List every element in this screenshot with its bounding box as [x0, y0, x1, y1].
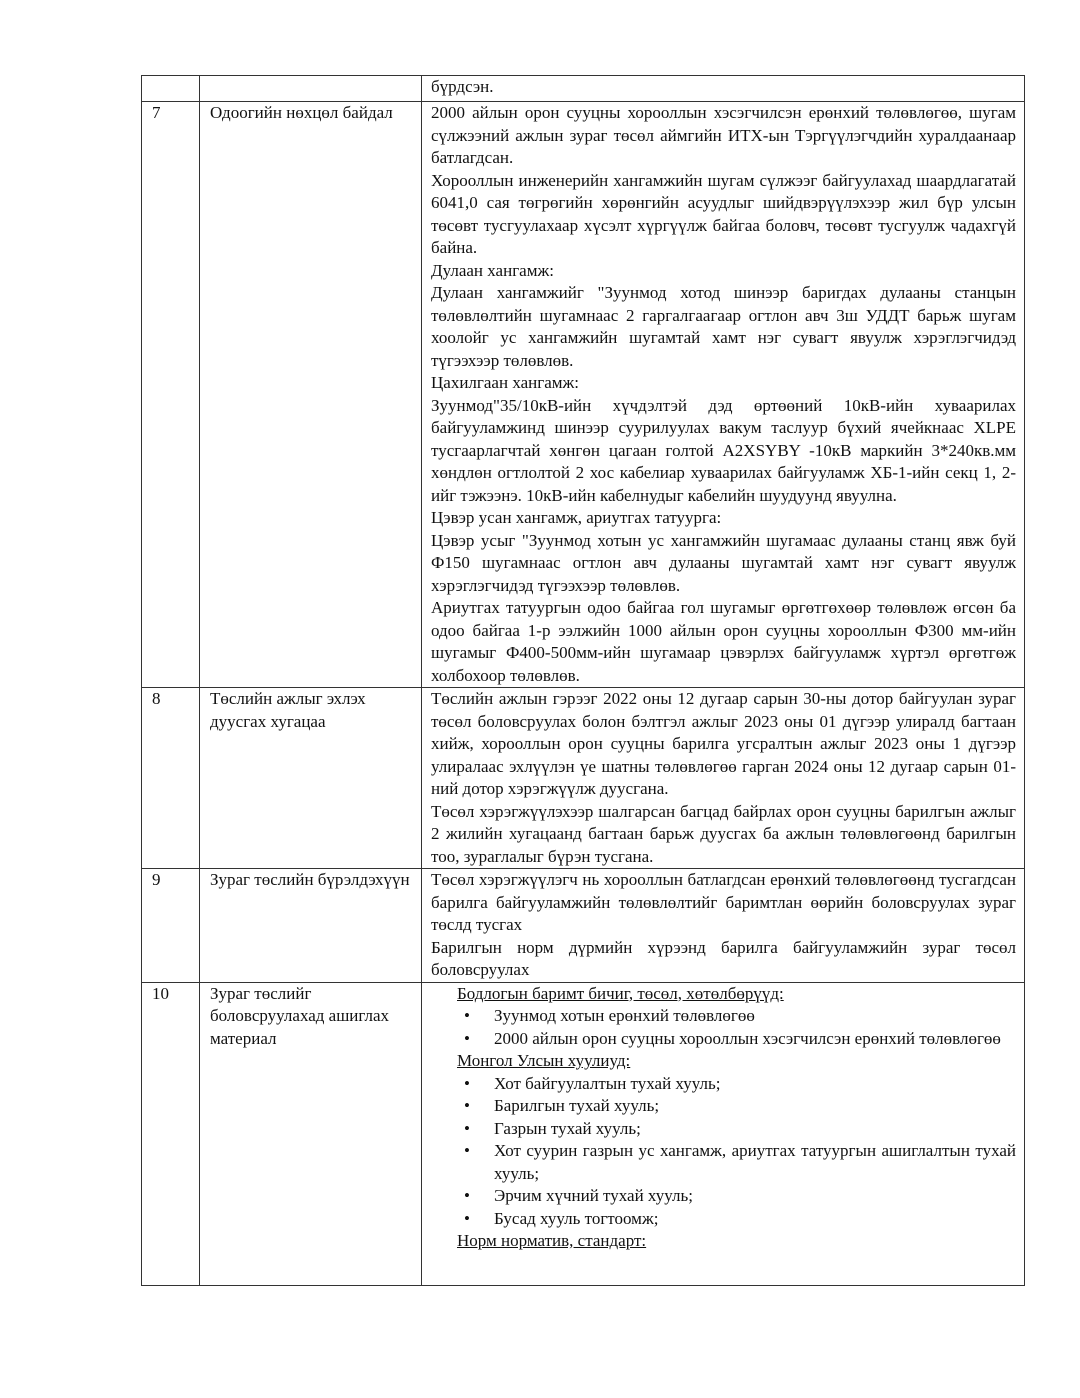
- list-item: • Хот байгуулалтын тухай хууль;: [494, 1073, 1016, 1096]
- paragraph: Төсөл хэрэгжүүлэгч нь хорооллын батлагдсан ерөнхий төлөвлөгөөнд тусгагдсан барилга байгууламжийн төлөвлөлтийг баримтлан өөрийн боловсруулах зураг төслд тусгах: [431, 870, 1016, 934]
- heading-norms-standards: Норм норматив, стандарт:: [457, 1231, 647, 1250]
- heading-laws: Монгол Улсын хуулиуд:: [457, 1051, 631, 1070]
- paragraph: Зуунмод"35/10кВ-ийн хүчдэлтэй дэд өртөөний 10кВ-ийн хуваарилах байгууламжинд шинээр суурилуулах вакум таслуур бүхий ячейкнаас XLPE тусгаарлагчтай хөнгөн цагаан голтой A2XSYBY -10кВ маркийн 3*240кв.мм хөндлөн огтлолтой 2 хос кабелиар хуваарилах байгууламж ХБ-1-ийн секц 1, 2-ийг тэжээнэ. 10кВ-ийн кабелнудыг кабелийн шуудуунд явуулна.: [431, 395, 1016, 505]
- row-body-cell: [422, 76, 1025, 102]
- list-item: • 2000 айлын орон сууцны хорооллын хэсэгчилсэн ерөнхий төлөвлөгөө: [494, 1028, 1016, 1051]
- paragraph: Барилгын норм дүрмийн хүрээнд барилга байгууламжийн зураг төсөл боловсруулах: [431, 937, 1016, 979]
- paragraph: бүрдсэн.: [431, 77, 494, 96]
- list-item: • Бусад хууль тогтоомж;: [494, 1208, 1016, 1231]
- paragraph: Төсөл хэрэгжүүлэхээр шалгарсан багцад байрлах орон сууцны барилгын ажлыг 2 жилийн хугацаанд багтаан барьж дуусгах ба ажлын төлөвлөгөөнд барилгын тоо, зураглалыг бүрэн тусгана.: [431, 801, 1016, 866]
- row-number-cell: 7: [142, 102, 200, 688]
- row-number-cell: 10: [142, 982, 200, 1285]
- list-item: • Барилгын тухай хууль;: [494, 1095, 1016, 1118]
- paragraph: Дулаан хангамжийг "Зуунмод хотод шинээр баригдах дулааны станцын төлөвлөлтийн шугамнаас 2 гаргалгаагаар огтлон авч 3ш УДДТ барьж шугам хоолойг ус хангамжийн шугамтай хамт нэг сувагт явуулж хэрэглэгчидэд түгээхээр төлөвлөв.: [431, 283, 1016, 370]
- row-number-cell: [142, 76, 200, 102]
- project-details-table: [141, 75, 1025, 1286]
- table-row-10: [142, 982, 1025, 1285]
- list-item: • Эрчим хүчний тухай хууль;: [494, 1185, 1016, 1208]
- bullet-icon: •: [464, 1141, 470, 1160]
- heading-policy-documents: Бодлогын баримт бичиг, төсөл, хөтөлбөрүүд:: [457, 983, 784, 1003]
- paragraph: Ариутгах татуургын одоо байгаа гол шугамыг өргөтгөхөөр төлөвлөж өгсөн ба одоо байгаа 1-р ээлжийн 1000 айлын орон сууцны хорооллын Ф300 мм-ийн шугамыг Ф400-500мм-ийн шугамаар цэвэрлэх байгууламж хүртэл өргөтгөж холбохоор төлөвлөв.: [431, 598, 1016, 685]
- bullet-icon: •: [464, 1096, 470, 1115]
- row-label-cell: Зураг төслийн бүрэлдэхүүн: [200, 869, 422, 983]
- row-body-cell: [422, 982, 1025, 1285]
- row-number-cell: 9: [142, 869, 200, 983]
- list-item: • Зуунмод хотын ерөнхий төлөвлөгөө: [494, 1005, 1016, 1028]
- row-label-cell: Зураг төслийг боловсруулахад ашиглах материал: [200, 982, 422, 1285]
- policy-documents-list: [457, 1005, 1016, 1050]
- bullet-icon: •: [464, 1006, 470, 1025]
- list-item: • Хот суурин газрын ус хангамж, ариутгах татуургын ашиглалтын тухай хууль;: [464, 1141, 1016, 1183]
- paragraph: Хорооллын инженерийн хангамжийн шугам сүлжээг байгуулахад шаардлагатай 6041,0 сая төгрөгийн хөрөнгийн асуудлыг шийдвэрүүлэхээр жил бүр улсын төсөвт тусгуулахаар хүсэлт хүргүүлж байгаа боловч, төсөвт тусгуулж чадахгүй байна.: [431, 170, 1016, 257]
- row-body-cell: [422, 869, 1025, 983]
- row-body-cell: [422, 688, 1025, 869]
- laws-list: [457, 1073, 1016, 1231]
- row-label-cell: Төслийн ажлыг эхлэх дуусгах хугацаа: [200, 688, 422, 869]
- row-body-cell: [422, 102, 1025, 688]
- row-label-cell: [200, 76, 422, 102]
- paragraph: Цэвэр усыг "Зуунмод хотын ус хангамжийн шугамаас дулааны станц явж буй Ф150 шугамнаас огтлон авч дулааны шугамтай хамт нэг сувагт явуулж хэрэглэгчидэд түгээхээр төлөвлөв.: [431, 530, 1016, 595]
- bullet-icon: •: [464, 1186, 470, 1205]
- bullet-icon: •: [464, 1028, 470, 1048]
- row-label-cell: Одоогийн нөхцөл байдал: [200, 102, 422, 688]
- bullet-icon: •: [464, 1118, 470, 1138]
- row-number-cell: 8: [142, 688, 200, 869]
- bullet-icon: •: [464, 1073, 470, 1093]
- list-item: • Газрын тухай хууль;: [494, 1118, 1016, 1141]
- section-heading-electricity: Цахилгаан хангамж:: [431, 373, 579, 392]
- table-row-8: [142, 688, 1025, 869]
- table-row-continuation: [142, 76, 1025, 102]
- bullet-icon: •: [464, 1208, 470, 1228]
- paragraph: 2000 айлын орон сууцны хорооллын хэсэгчилсэн ерөнхий төлөвлөгөө, шугам сүлжээний ажлын зураг төсөл аймгийн ИТХ-ын Тэргүүлэгчдийн хуралдаанаар батлагдсан.: [431, 103, 1016, 167]
- table-row-9: [142, 869, 1025, 983]
- section-heading-heating: Дулаан хангамж:: [431, 260, 554, 280]
- section-heading-water: Цэвэр усан хангамж, ариутгах татуурга:: [431, 508, 722, 527]
- paragraph: Төслийн ажлын гэрээг 2022 оны 12 дугаар сарын 30-ны дотор байгуулан зураг төсөл боловсруулах болон бэлтгэл ажлыг 2023 оны 01 дүгээр улиралд багтаан хийж, хорооллын орон сууцны барилга угсралтын ажлыг 2023 оны 1 дүгээр улиралаас эхлүүлэн үе шатны төлөвлөгөө гарган 2024 оны 12 дугаар сарын 01-ний дотор хэрэгжүүлж дуусгана.: [431, 689, 1016, 798]
- table-row-7: [142, 102, 1025, 688]
